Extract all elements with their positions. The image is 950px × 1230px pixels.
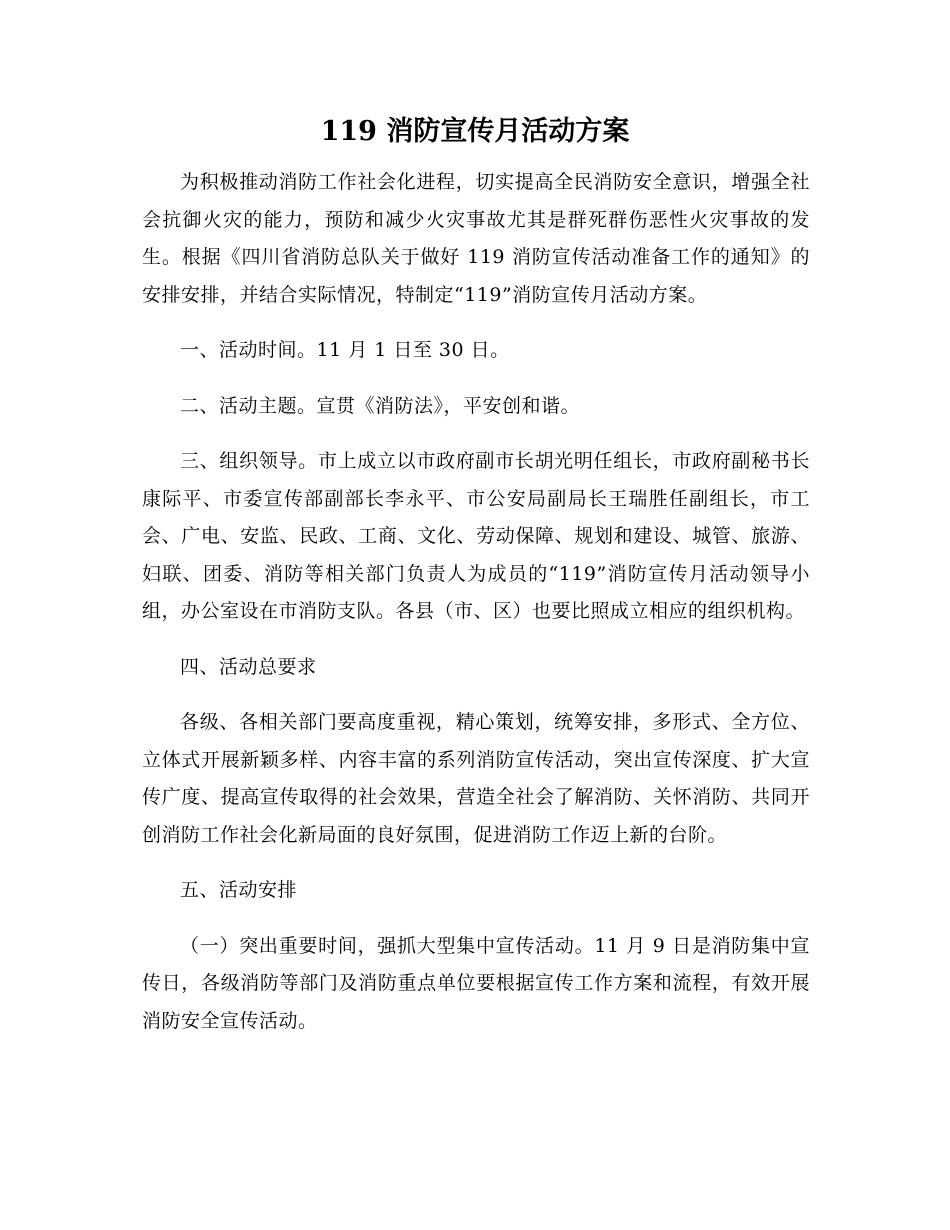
document-body — [142, 164, 810, 1040]
section-activity-time: 一、活动时间。11 月 1 日至 30 日。 — [180, 339, 510, 361]
arrangement-item-1-paragraph: （一）突出重要时间，强抓大型集中宣传活动。11 月 9 日是消防集中宣传日，各级消防等部门及消防重点单位要根据宣传工作方案和流程，有效开展消防安全宣传活动。 — [142, 934, 810, 1032]
section-activity-arrangement-heading: 五、活动安排 — [180, 879, 298, 901]
section-general-requirements-heading: 四、活动总要求 — [180, 655, 317, 678]
section-activity-theme: 二、活动主题。宣贯《消防法》，平安创和谐。 — [180, 394, 581, 417]
document-title: 119 消防宣传月活动方案 — [320, 116, 630, 147]
general-requirements-paragraph: 各级、各相关部门要高度重视，精心策划，统筹安排，多形式、全方位、立体式开展新颖多样、内容丰富的系列消防宣传活动，突出宣传深度、扩大宣传广度、提高宣传取得的社会效果，营造全社会了解消防、关怀消防、共同开创消防工作社会化新局面的良好氛围，促进消防工作迈上新的台阶。 — [142, 711, 810, 846]
section-organization-leadership: 三、组织领导。市上成立以市政府副市长胡光明任组长，市政府副秘书长康际平、市委宣传部副部长李永平、市公安局副局长王瑞胜任副组长，市工会、广电、安监、民政、工商、文化、劳动保障、规划和建设、城管、旅游、妇联、团委、消防等相关部门负责人为成员的“119”消防宣传月活动领导小组，办公室设在市消防支队。各县（市、区）也要比照成立相应的组织机构。 — [142, 450, 810, 622]
intro-paragraph: 为积极推动消防工作社会化进程，切实提高全民消防安全意识，增强全社会抗御火灾的能力，预防和减少火灾事故尤其是群死群伤恶性火灾事故的发生。根据《四川省消防总队关于做好 119 消防宣传活动准备工作的通知》的安排安排，并结合实际情况，特制定“119”消防宣传月活动方案。 — [142, 171, 810, 306]
